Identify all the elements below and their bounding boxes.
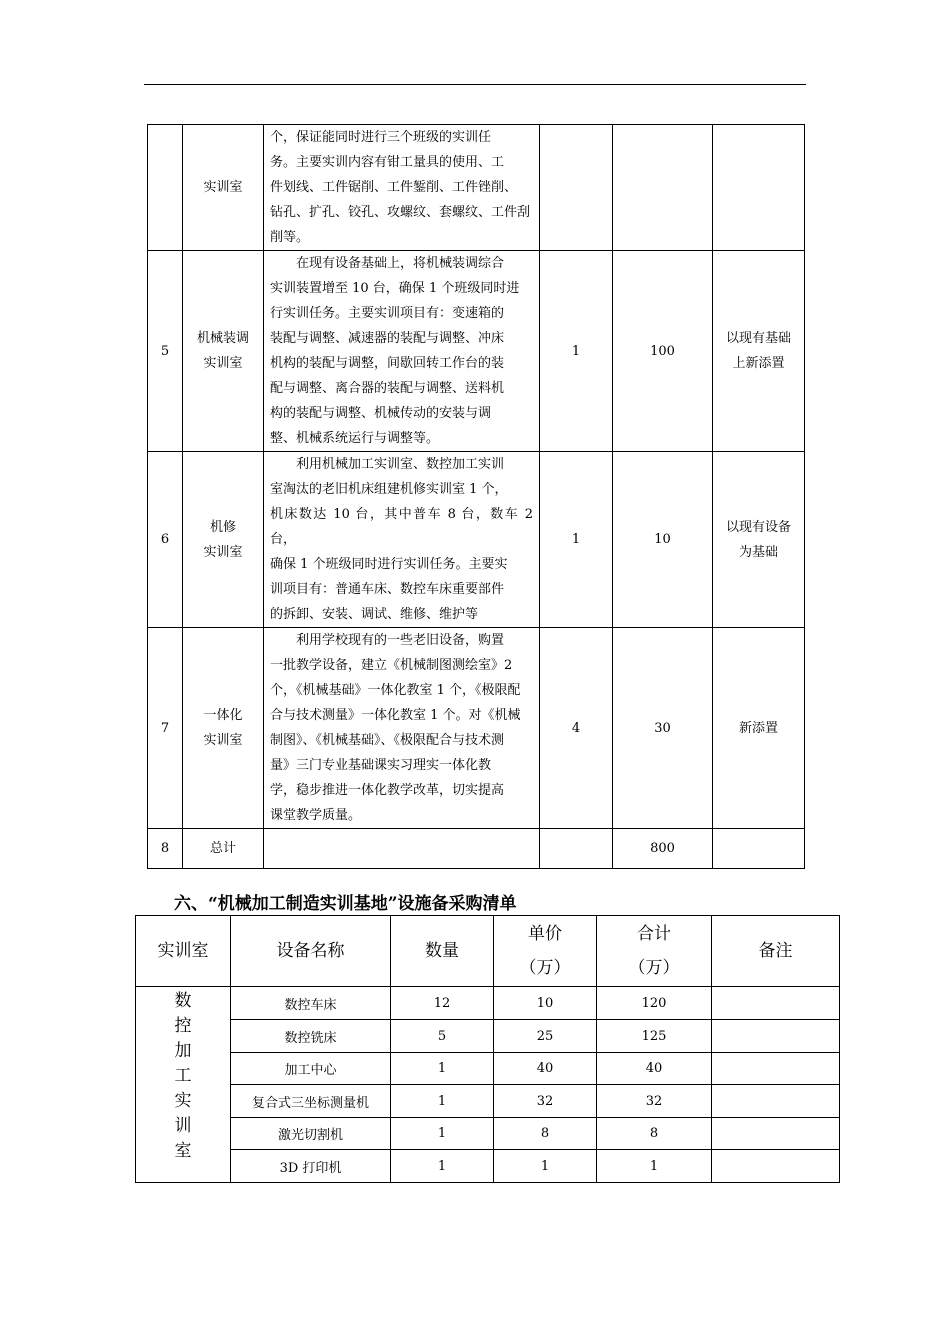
description-line: 整、机械系统运行与调整等。: [270, 431, 440, 446]
description-line: 合与技术测量》一体化教室 1 个。对《机械: [270, 708, 521, 723]
table-row: [148, 251, 805, 452]
amount: [613, 125, 713, 251]
note: [713, 125, 805, 251]
description: [264, 251, 540, 452]
header-rule: [144, 84, 806, 85]
description-line: 在现有设备基础上，将机械装调综合: [296, 256, 505, 271]
room-name-vertical: [136, 987, 231, 1183]
row-number: 5: [148, 251, 183, 452]
table-row: [148, 125, 805, 251]
room-name-line: 实训室: [203, 544, 243, 560]
total: 8: [597, 1118, 712, 1150]
unit-price: 10: [494, 987, 597, 1020]
quantity: 1: [391, 1053, 494, 1085]
description: [264, 829, 540, 869]
unit-price: 32: [494, 1085, 597, 1118]
description-line: 确保 1 个班级同时进行实训任务。主要实: [270, 557, 508, 572]
room-name: [183, 125, 264, 251]
quantity: 1: [540, 452, 613, 628]
note-line: 新添置: [738, 720, 778, 736]
note-line: 以现有设备: [725, 519, 791, 535]
room-char: 室: [174, 1141, 192, 1161]
description-line: 配与调整、离合器的装配与调整、送料机: [270, 381, 505, 396]
unit-price: 1: [494, 1150, 597, 1183]
description-line: 削等。: [270, 230, 310, 245]
room-char: 训: [174, 1116, 192, 1136]
description-line: 务。主要实训内容有钳工量具的使用、工: [270, 155, 505, 170]
equipment-name: 激光切割机: [231, 1118, 391, 1150]
note: [712, 1020, 840, 1053]
unit-price: 8: [494, 1118, 597, 1150]
description-line: 个，《机械基础》一体化教室 1 个，《极限配: [270, 683, 521, 698]
amount: 10: [613, 452, 713, 628]
room-name: [183, 251, 264, 452]
quantity: 1: [391, 1118, 494, 1150]
table-row: [148, 829, 805, 869]
description-line: 利用学校现有的一些老旧设备，购置: [296, 633, 505, 648]
table-row: [148, 452, 805, 628]
room-char: 加: [174, 1041, 192, 1061]
note-line: 上新添置: [732, 356, 785, 371]
description-line: 一批教学设备，建立《机械制图测绘室》2: [270, 658, 513, 673]
note: [712, 987, 840, 1020]
room-char: 数: [174, 991, 192, 1011]
note: [713, 628, 805, 829]
description-line: 室淘汰的老旧机床组建机修实训室 1 个，: [270, 482, 508, 497]
description-line: 学，稳步推进一体化教学改革，切实提高: [270, 783, 505, 798]
description-line: 行实训任务。主要实训项目有：变速箱的: [270, 306, 505, 321]
row-number: [148, 125, 183, 251]
room-char: 控: [174, 1016, 192, 1036]
description-line: 利用机械加工实训室、数控加工实训: [296, 457, 505, 472]
room-name: [183, 452, 264, 628]
row-number: 6: [148, 452, 183, 628]
description-line: 机床数达 10 台，其中普车 8 台，数车 2 台，: [270, 507, 533, 547]
equipment-name: 复合式三坐标测量机: [231, 1085, 391, 1118]
table-row: [136, 1053, 840, 1085]
room-name-line: 实训室: [203, 356, 243, 371]
room-name: [183, 628, 264, 829]
description-line: 装配与调整、减速器的装配与调整、冲床: [270, 331, 505, 346]
room-name-line: 总计: [209, 841, 236, 856]
training-rooms-table: [147, 124, 805, 869]
table-row: [136, 987, 840, 1020]
section-title: 六、“机械加工制造实训基地”设施备采购清单: [174, 894, 517, 914]
header-price: 单价 （万）: [494, 916, 597, 987]
room-name: [183, 829, 264, 869]
description-line: 量》三门专业基础课实习理实一体化教: [270, 758, 492, 773]
quantity: 1: [540, 251, 613, 452]
amount: 100: [613, 251, 713, 452]
table-header-row: [136, 916, 840, 987]
description-line: 机构的装配与调整，间歇回转工作台的装: [270, 356, 505, 371]
amount: 800: [613, 829, 713, 869]
equipment-name: 加工中心: [231, 1053, 391, 1085]
quantity: 5: [391, 1020, 494, 1053]
total: 32: [597, 1085, 712, 1118]
note: [713, 452, 805, 628]
note-line: 以现有基础: [725, 331, 791, 346]
description: [264, 125, 540, 251]
description-line: 实训装置增至 10 台，确保 1 个班级同时进: [270, 281, 520, 296]
row-number: 7: [148, 628, 183, 829]
room-char: 实: [174, 1091, 192, 1111]
description-line: 制图》、《机械基础》、《极限配合与技术测: [270, 733, 505, 748]
equipment-name: 3D 打印机: [231, 1150, 391, 1183]
note: [712, 1085, 840, 1118]
room-name-line: 实训室: [203, 180, 243, 195]
amount: 30: [613, 628, 713, 829]
room-name-line: 一体化: [203, 708, 243, 723]
total: 120: [597, 987, 712, 1020]
description: [264, 452, 540, 628]
total: 125: [597, 1020, 712, 1053]
room-name-line: 实训室: [203, 733, 243, 748]
total: 40: [597, 1053, 712, 1085]
row-number: 8: [148, 829, 183, 869]
equipment-name: 数控铣床: [231, 1020, 391, 1053]
quantity: 1: [391, 1150, 494, 1183]
note: [712, 1118, 840, 1150]
header-room: 实训室: [136, 916, 231, 987]
unit-price: 25: [494, 1020, 597, 1053]
table-row: [148, 628, 805, 829]
header-note: 备注: [712, 916, 840, 987]
room-name-line: 机械装调: [196, 331, 249, 346]
equipment-name: 数控车床: [231, 987, 391, 1020]
room-char: 工: [174, 1066, 192, 1086]
quantity: [540, 829, 613, 869]
table-row: [136, 1150, 840, 1183]
table-row: [136, 1020, 840, 1053]
header-qty: 数量: [391, 916, 494, 987]
note: [713, 251, 805, 452]
description-line: 个，保证能同时进行三个班级的实训任: [270, 130, 492, 145]
equipment-purchase-table: [135, 915, 840, 1183]
table-row: [136, 1085, 840, 1118]
description-line: 课堂教学质量。: [270, 808, 362, 823]
description: [264, 628, 540, 829]
note: [712, 1150, 840, 1183]
description-line: 件划线、工件锯削、工件錾削、工件锉削、: [270, 180, 518, 195]
table-row: [136, 1118, 840, 1150]
description-line: 构的装配与调整、机械传动的安装与调: [270, 406, 492, 421]
quantity: 4: [540, 628, 613, 829]
description-line: 训项目有：普通车床、数控车床重要部件: [270, 582, 505, 597]
header-name: 设备名称: [231, 916, 391, 987]
unit-price: 40: [494, 1053, 597, 1085]
quantity: [540, 125, 613, 251]
note-line: 为基础: [738, 544, 778, 560]
header-total: 合计 （万）: [597, 916, 712, 987]
note: [713, 829, 805, 869]
quantity: 12: [391, 987, 494, 1020]
room-name-line: 机修: [209, 519, 236, 535]
total: 1: [597, 1150, 712, 1183]
description-line: 的拆卸、安装、调试、维修、维护等: [270, 607, 479, 622]
quantity: 1: [391, 1085, 494, 1118]
note: [712, 1053, 840, 1085]
description-line: 钻孔、扩孔、铰孔、攻螺纹、套螺纹、工件刮: [270, 205, 531, 220]
